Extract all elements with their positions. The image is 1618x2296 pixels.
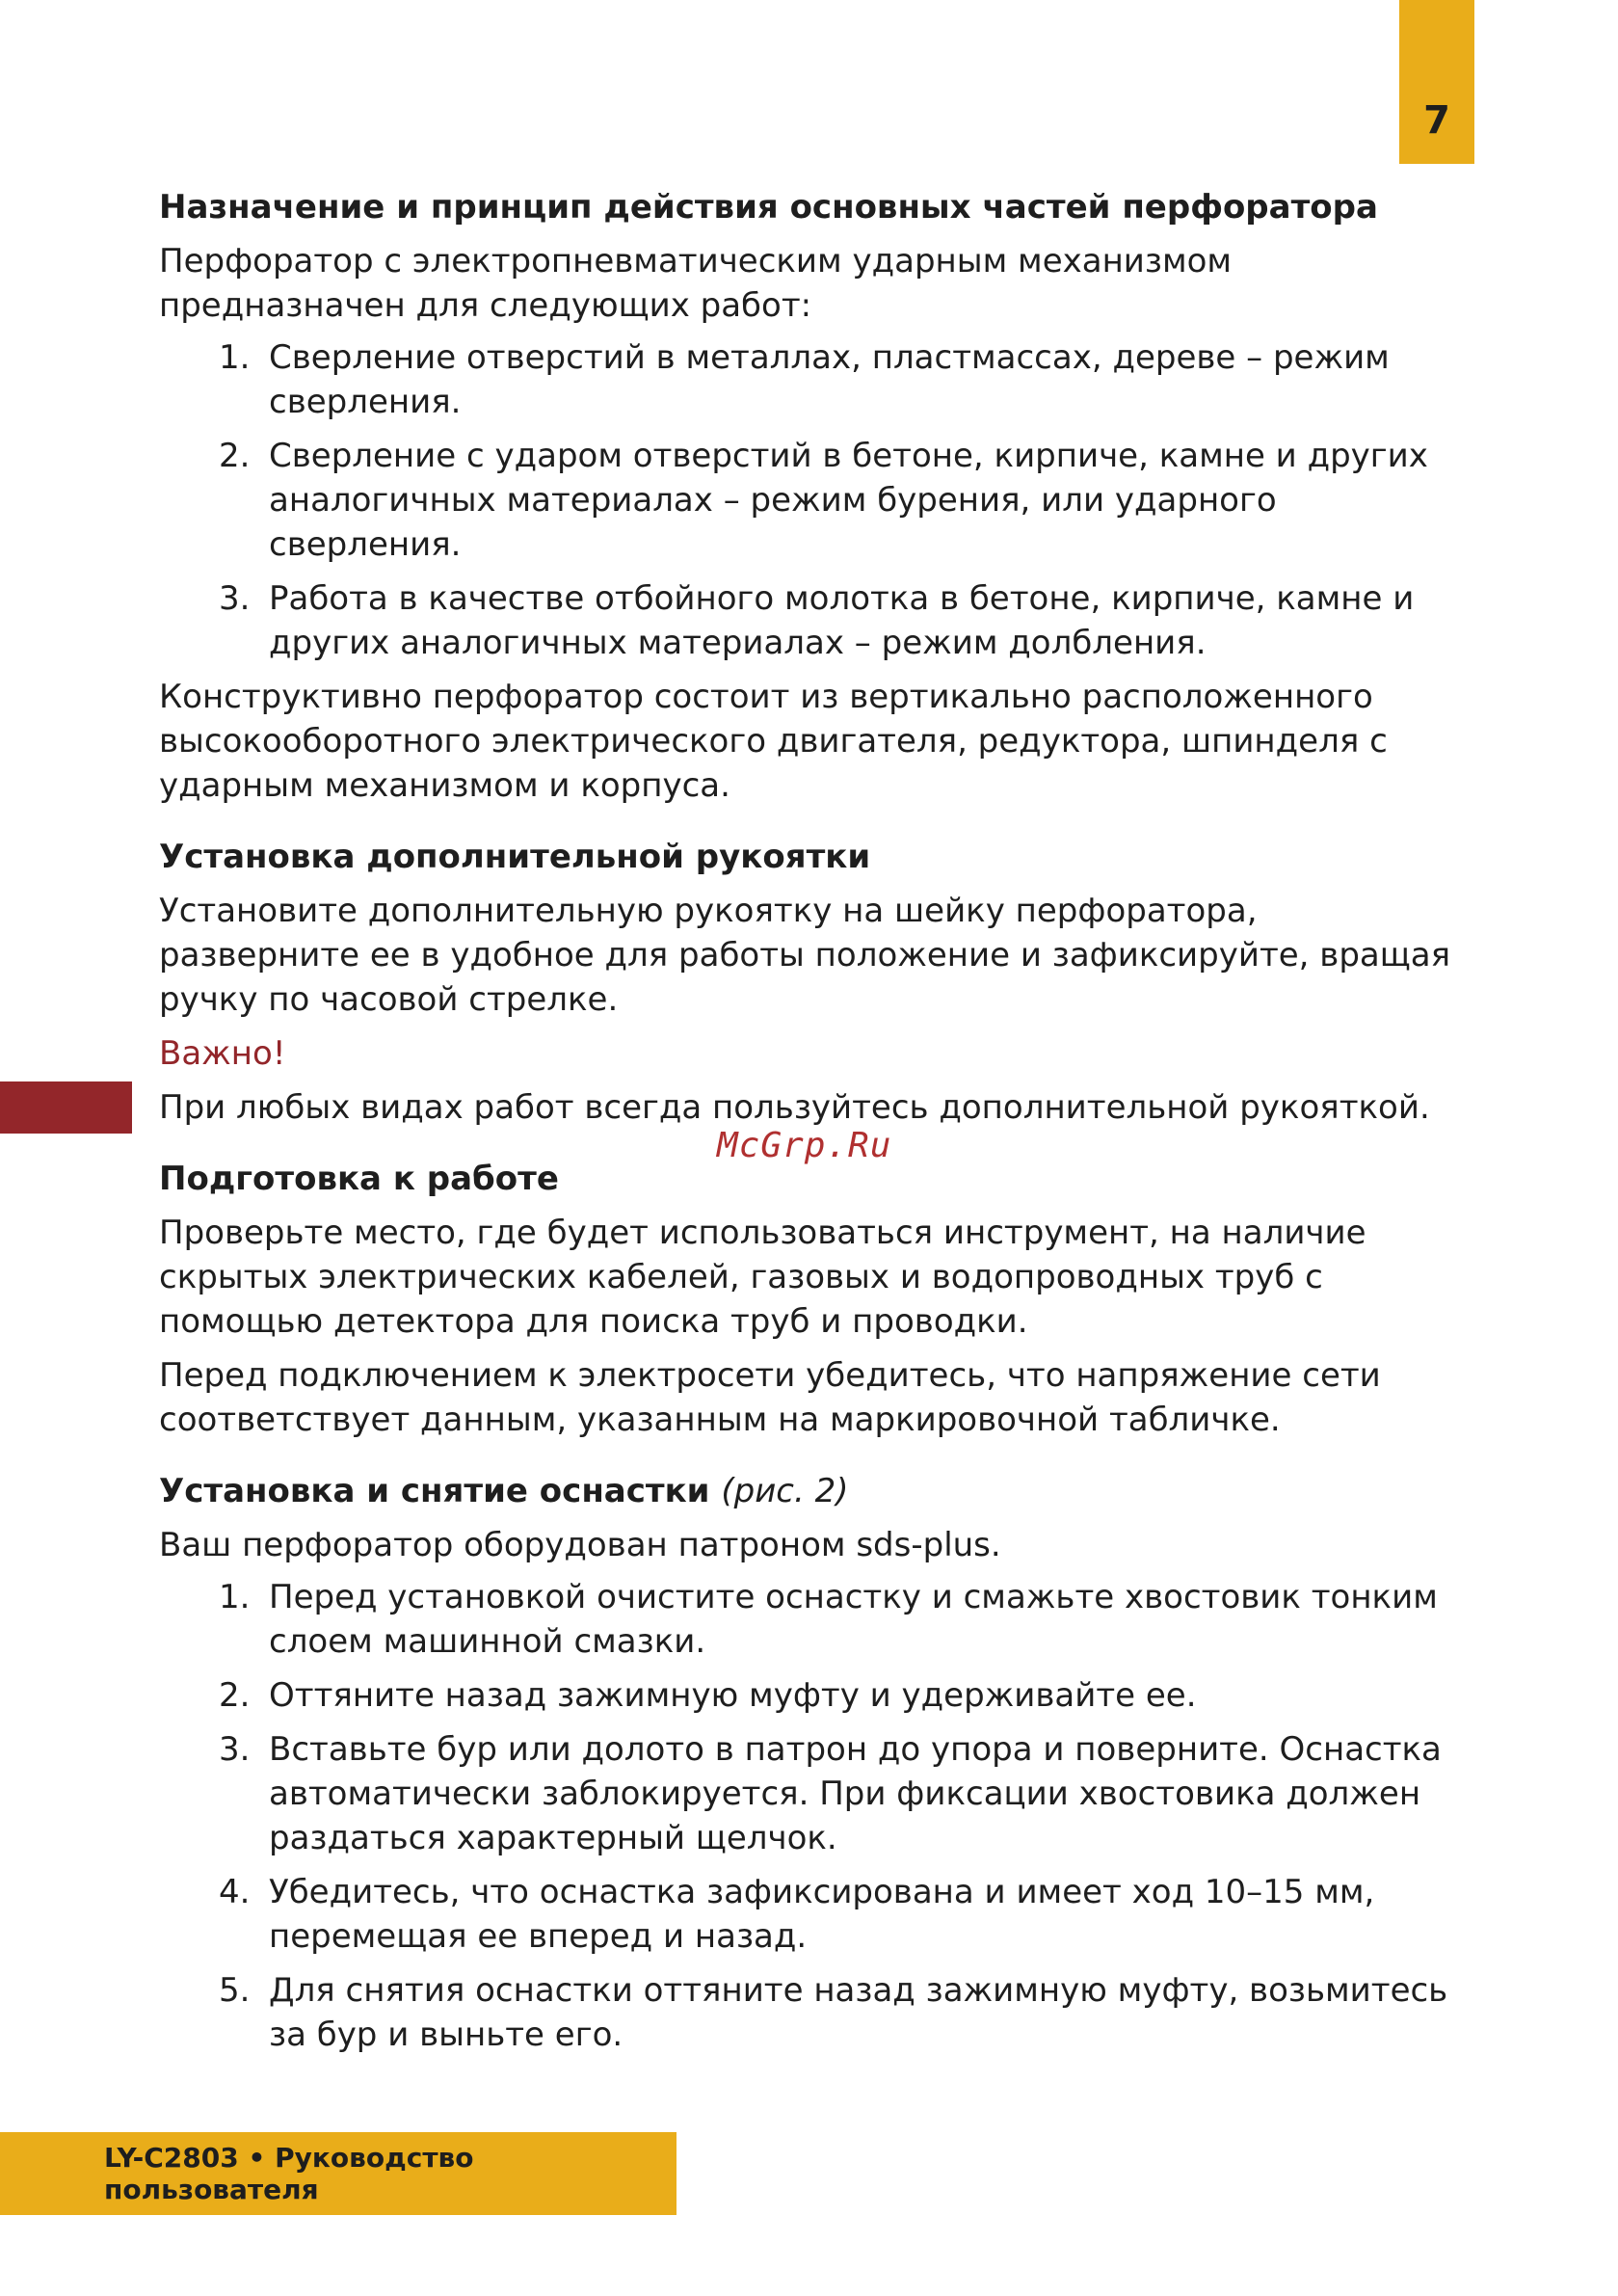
- footer-text: LY-C2803 • Руководство пользователя: [104, 2142, 474, 2205]
- purpose-intro: Перфоратор с электропневматическим ударным механизмом предназначен для следующих работ:: [159, 242, 1233, 325]
- list-item: [159, 1727, 1455, 1860]
- list-item: [159, 434, 1455, 567]
- preparation-paragraph-1: Проверьте место, где будет использоваться инструмент, на наличие скрытых электрических кабелей, газовых и водопроводных труб с помощью детектора для поиска труб и проводки.: [159, 1214, 1366, 1341]
- list-item-number: 5.: [219, 1971, 251, 2010]
- section-tooling: [159, 1469, 1455, 2057]
- list-item: [159, 1870, 1455, 1959]
- list-item-number: 2.: [219, 437, 251, 475]
- handle-text: Установите дополнительную рукоятку на шейку перфоратора, разверните ее в удобное для работы положение и зафиксируйте, вращая ручку по часовой стрелке.: [159, 892, 1451, 1019]
- list-item-text: Оттяните назад зажимную муфту и удерживайте ее.: [269, 1676, 1197, 1715]
- section-heading-preparation: Подготовка к работе: [159, 1160, 559, 1198]
- list-item: [159, 1575, 1455, 1664]
- page-number-tab: [1399, 0, 1474, 164]
- list-item: [159, 576, 1455, 665]
- list-item-text: Сверление с ударом отверстий в бетоне, кирпиче, камне и других аналогичных материалах – режим бурения, или ударного сверления.: [269, 437, 1428, 564]
- list-item-text: Работа в качестве отбойного молотка в бетоне, кирпиче, камне и других аналогичных материалах – режим долбления.: [269, 579, 1415, 662]
- list-item-number: 1.: [219, 1578, 251, 1616]
- section-handle: [159, 835, 1455, 1130]
- purpose-list: [159, 335, 1455, 665]
- list-item-text: Вставьте бур или долото в патрон до упора и поверните. Оснастка автоматически заблокируется. При фиксации хвостовика должен раздаться характерный щелчок.: [269, 1730, 1442, 1857]
- section-heading-purpose: Назначение и принцип действия основных частей перфоратора: [159, 188, 1378, 227]
- list-item-text: Для снятия оснастки оттяните назад зажимную муфту, возьмитесь за бур и выньте его.: [269, 1971, 1448, 2054]
- list-item-text: Перед установкой очистите оснастку и смажьте хвостовик тонким слоем машинной смазки.: [269, 1578, 1438, 1661]
- list-item-number: 3.: [219, 579, 251, 618]
- list-item: [159, 1673, 1455, 1718]
- tooling-list: [159, 1575, 1455, 2057]
- important-label: Важно!: [159, 1034, 286, 1073]
- list-item-number: 1.: [219, 338, 251, 377]
- section-heading-handle: Установка дополнительной рукоятки: [159, 838, 871, 876]
- tooling-intro: Ваш перфоратор оборудован патроном sds-plus.: [159, 1526, 1001, 1564]
- preparation-paragraph-2: Перед подключением к электросети убедитесь, что напряжение сети соответствует данным, указанным на маркировочной табличке.: [159, 1356, 1381, 1439]
- figure-reference: (рис. 2): [721, 1472, 849, 1510]
- list-item-number: 2.: [219, 1676, 251, 1715]
- section-purpose: [159, 185, 1455, 808]
- list-item-text: Убедитесь, что оснастка зафиксирована и имеет ход 10–15 мм, перемещая ее вперед и назад.: [269, 1873, 1375, 1956]
- list-item-number: 3.: [219, 1730, 251, 1769]
- list-item-text: Сверление отверстий в металлах, пластмассах, дереве – режим сверления.: [269, 338, 1390, 421]
- section-heading-tooling: [159, 1469, 1455, 1513]
- page-number: 7: [1423, 98, 1450, 143]
- important-text: При любых видах работ всегда пользуйтесь дополнительной рукояткой.: [159, 1088, 1430, 1127]
- watermark: McGrp.Ru: [717, 1126, 892, 1165]
- tooling-heading-text: Установка и снятие оснастки: [159, 1472, 710, 1510]
- construction-text: Конструктивно перфоратор состоит из вертикально расположенного высокооборотного электрического двигателя, редуктора, шпинделя с ударным механизмом и корпуса.: [159, 678, 1388, 805]
- important-accent-bar: [0, 1081, 132, 1134]
- footer-tab: [0, 2132, 676, 2215]
- list-item: [159, 335, 1455, 424]
- list-item-number: 4.: [219, 1873, 251, 1911]
- section-preparation: [159, 1157, 1455, 1442]
- list-item: [159, 1968, 1455, 2057]
